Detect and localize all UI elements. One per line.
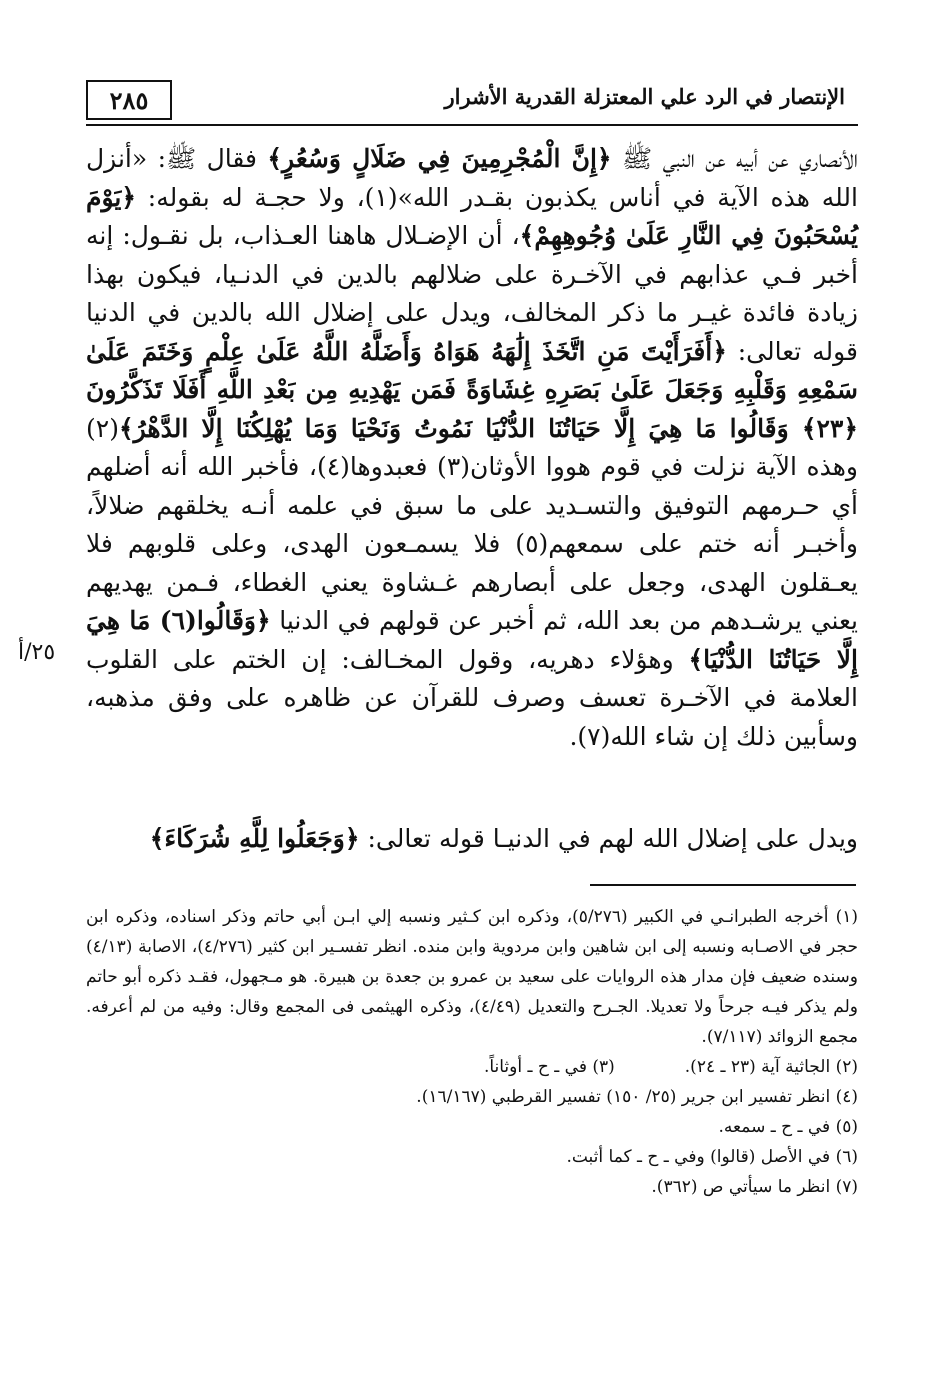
text-segment: الأنصاري عن أبيه عن النبي ﷺ	[622, 144, 858, 173]
quran-verse: ﴿يَوْمَ يُسْحَبُونَ فِي النَّارِ عَلَىٰ وُجُوهِهِمْ﴾	[86, 182, 858, 250]
second-paragraph	[86, 820, 858, 858]
quran-verse: ﴿وَجَعَلُوا لِلَّهِ شُرَكَاءَ﴾	[149, 824, 360, 853]
page-number-box	[86, 80, 172, 120]
header-rule	[86, 124, 858, 126]
footnote-2: (٢) الجاثية آية (٢٣ ـ ٢٤).	[684, 1057, 858, 1077]
footnote-1: (١) أخرجه الطبرانـي في الكبير (٥/٢٧٦)، وذكره ابن كـثير ونسبه إلي ابـن أبي حاتم وذكر اسناده، وذكره ابن حجر في الاصـابه ونسبه إلى ابن شاهين وابن مردوية وابن منده. انظر تفسـير ابن كثير (٤/٢٧٦)، الاصابة (٤/١٣) وسنده ضعيف فإن مدار هذه الروايات على سعيد بن عمرو بن جعدة بن هبيرة. هو مـجهول، فقـد ذكره أبو حاتم ولم يذكر فيـه جرحاً ولا تعديلا. الجـرح والتعديل (٤/٤٩)، وذكره الهيثمى فى المجمع وقال: وفيه من لم أعرفه. مجمع الزوائد (٧/١١٧).	[86, 907, 858, 1047]
footnote-3: (٣) في ـ ح ـ أوثاناً.	[483, 1057, 615, 1077]
footnote-rule	[590, 884, 856, 886]
quran-verse: ﴿إِنَّ الْمُجْرِمِينَ فِي ضَلَالٍ وَسُعُرٍ﴾	[267, 144, 612, 173]
footnotes	[86, 902, 858, 1202]
footnote-4: (٤) انظر تفسير ابن جرير (٢٥/ ١٥٠) تفسير القرطبي (١٦/١٦٧).	[416, 1087, 858, 1107]
text-segment: ويدل على إضلال الله لهم في الدنيـا قوله تعالى:	[367, 824, 858, 853]
quran-verse: ﴿أَفَرَأَيْتَ مَنِ اتَّخَذَ إِلَٰهَهُ هَوَاهُ وَأَضَلَّهُ اللَّهُ عَلَىٰ عِلْمٍ وَخَتَمَ عَلَىٰ سَمْعِهِ وَقَلْبِهِ وَجَعَلَ عَلَىٰ بَصَرِهِ غِشَاوَةً فَمَن يَهْدِيهِ مِن بَعْدِ اللَّهِ أَفَلَا تَذَكَّرُونَ ﴿٢٣﴾ وَقَالُوا مَا هِيَ إِلَّا حَيَاتُنَا الدُّنْيَا نَمُوتُ وَنَحْيَا وَمَا يُهْلِكُنَا إِلَّا الدَّهْرُ﴾	[86, 336, 858, 443]
footnote-7: (٧) انظر ما سيأتي ص (٣٦٢).	[651, 1177, 858, 1197]
footnote-row	[86, 1052, 858, 1082]
text-segment: فقال ﷺ: «أنزل الله هذه الآية في أناس يكذبون بقـدر الله»(١)، ولا حجـة له بقوله:	[86, 144, 859, 212]
manuscript-folio-marker: ٢٥/أ	[18, 640, 56, 665]
main-paragraph	[86, 140, 858, 756]
text-segment: ، أن الإضـلال هاهنا العـذاب، بل نقـول: إنه أخبر فـي عذابهم في الآخـرة على ضلالهم بالدين في الدنـيا، فيكون بهذا زيادة فائدة غيـر ما ذكر المخالف، ويدل على إضلال الله بالدين في الدنيا قوله تعالى:	[86, 221, 858, 366]
text-segment: وهؤلاء دهريه، وقول المخـالف: إن الختم على القلوب العلامة في الآخـرة تعسف وصرف للقرآن عن ظاهره على وفق مذهبه، وسأبين ذلك إن شاء الله(٧).	[86, 644, 858, 751]
footnote-5: (٥) في ـ ح ـ سمعه.	[718, 1117, 858, 1137]
page-number: ٢٨٥	[109, 85, 149, 115]
footnote-6: (٦) في الأصل (قالوا) وفي ـ ح ـ كما أثبت.	[566, 1147, 858, 1167]
running-title: الإنتصار في الرد علي المعتزلة القدرية الأشرار	[444, 84, 845, 109]
quran-verse: ﴿وَقَالُوا(٦) مَا هِيَ إِلَّا حَيَاتُنَا الدُّنْيَا﴾	[86, 606, 858, 674]
text-segment: (٢) وهذه الآية نزلت في قوم هووا الأوثان(٣) فعبدوها(٤)، فأخبر الله أنه أضلهم أي حـرمهم التوفيق والتسـديد على ما سبق في علمه أنـه يخلقهم ضلالاً، وأخبـر أنه ختم على سمعهم(٥) فلا يسمـعون الهدى، وعلى قلوبهم فلا يعـقلون الهدى، وجعل على أبصارهم غـشاوة يعني الغطاء، فـمن يهديهم يعني يرشـدهم من بعد الله، ثم أخبر عن قولهم في الدنيا	[86, 413, 859, 635]
